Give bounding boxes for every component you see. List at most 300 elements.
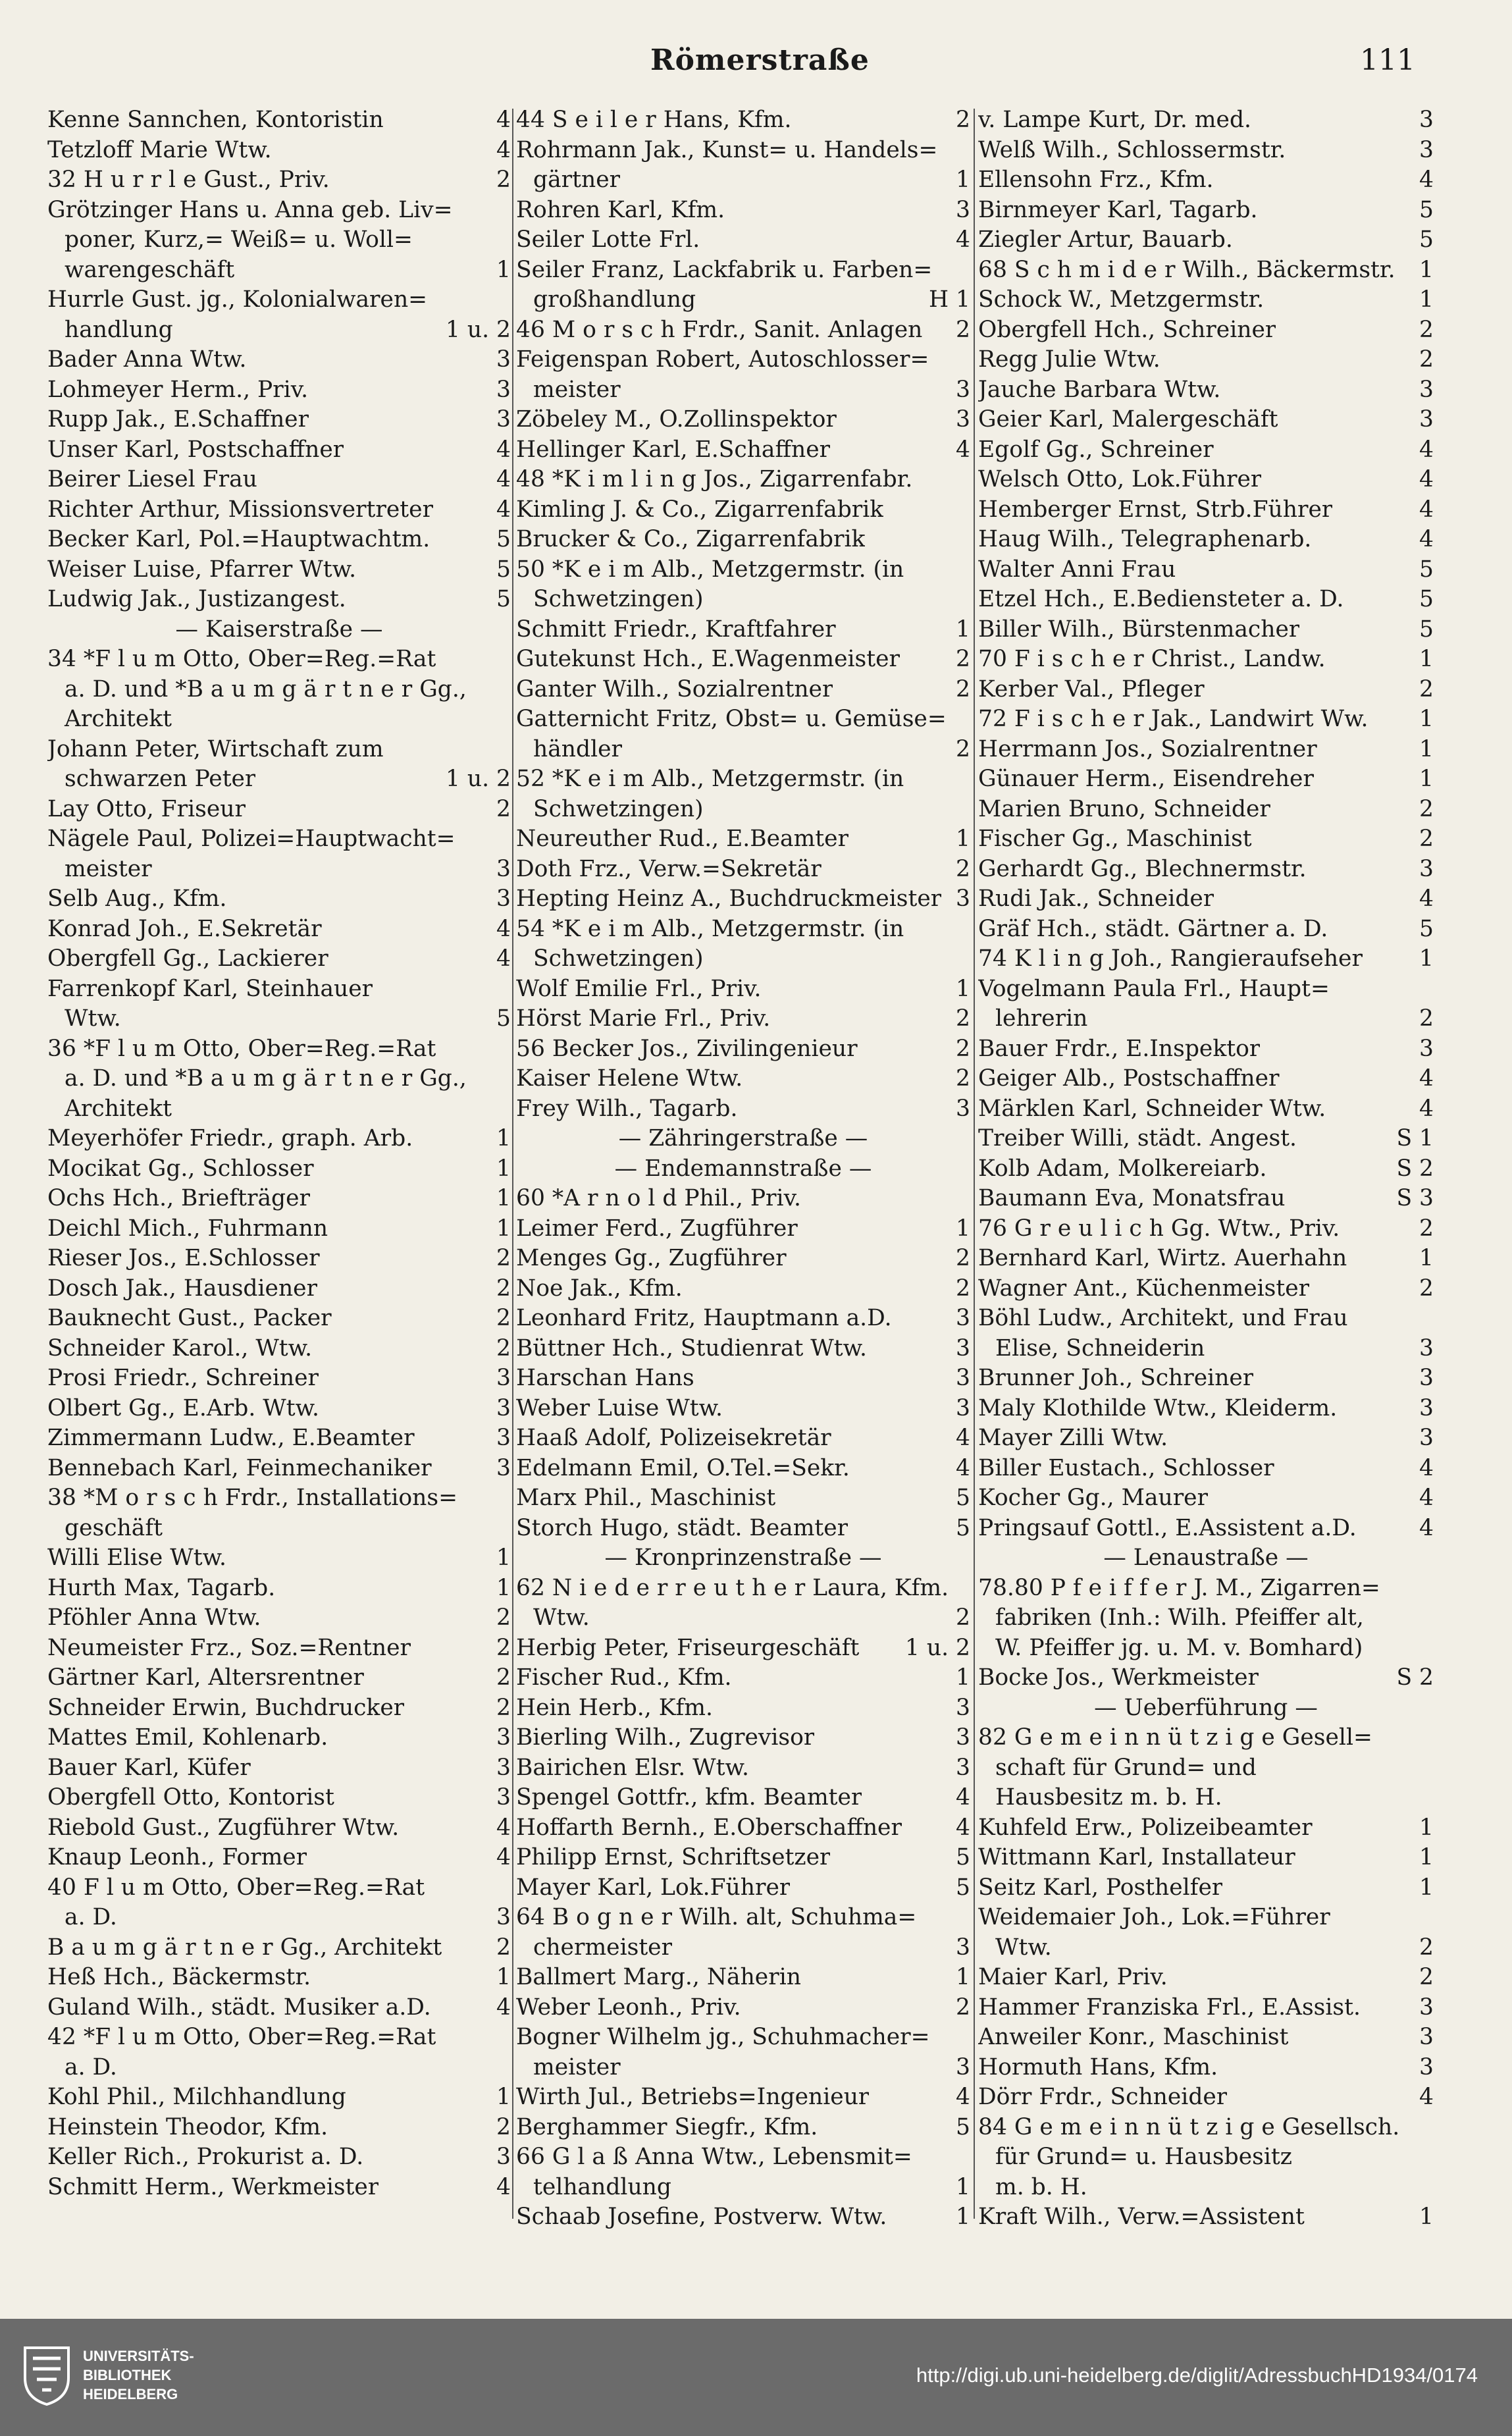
entry-text: Egolf Gg., Schreiner	[978, 436, 1214, 463]
directory-entry	[978, 855, 1434, 885]
entry-text: Zimmermann Ludw., E.Beamter	[47, 1425, 415, 1451]
floor-number: 3	[1419, 1365, 1434, 1391]
entry-text: Heß Hch., Bäckermstr.	[47, 1964, 311, 1990]
entry-text: Schwetzingen)	[533, 945, 704, 972]
floor-number: 1	[956, 616, 970, 643]
entry-text: Berghammer Siegfr., Kfm.	[516, 2113, 818, 2140]
entry-text: Hoffarth Bernh., E.Oberschaffner	[516, 1814, 902, 1841]
entry-text: m. b. H.	[995, 2173, 1087, 2200]
directory-entry	[516, 136, 970, 166]
floor-number: 2	[496, 1634, 511, 1661]
floor-number: 5	[956, 2113, 970, 2140]
university-seal-icon	[22, 2345, 71, 2406]
directory-entry	[978, 435, 1434, 465]
entry-text: Gerhardt Gg., Blechnermstr.	[978, 855, 1307, 882]
directory-entry	[978, 2173, 1434, 2203]
entry-text: Spengel Gottfr., kfm. Beamter	[516, 1784, 862, 1811]
entry-text: 40 F l u m Otto, Ober=Reg.=Rat	[47, 1874, 425, 1901]
entry-text: Frey Wilh., Tagarb.	[516, 1095, 738, 1122]
directory-entry	[978, 1064, 1434, 1094]
entry-text: Prosi Friedr., Schreiner	[47, 1365, 319, 1391]
floor-number: 1	[496, 1155, 511, 1182]
floor-number: 1	[1419, 945, 1434, 972]
directory-entry	[516, 1034, 970, 1065]
entry-text: Keller Rich., Prokurist a. D.	[47, 2144, 364, 2170]
entry-text: Farrenkopf Karl, Steinhauer	[47, 975, 373, 1002]
directory-entry	[516, 2202, 970, 2233]
directory-entry	[47, 1514, 511, 1544]
floor-number: 5	[496, 586, 511, 612]
directory-entry	[978, 165, 1434, 196]
directory-entry	[516, 1723, 970, 1753]
floor-number: 4	[1419, 1485, 1434, 1511]
floor-number: 1	[956, 1215, 970, 1242]
entry-text: Wirth Jul., Betriebs=Ingenieur	[516, 2084, 870, 2110]
floor-number: 1	[1419, 1245, 1434, 1271]
directory-entry	[978, 1633, 1434, 1664]
floor-number: 4	[496, 107, 511, 133]
directory-entry	[516, 704, 970, 735]
directory-entry	[47, 1094, 511, 1125]
entry-text: a. D.	[65, 1904, 117, 1930]
directory-entry	[47, 1753, 511, 1784]
directory-entry	[47, 1843, 511, 1873]
floor-number: 2	[1419, 1005, 1434, 1032]
directory-entry	[47, 1214, 511, 1244]
directory-entry	[516, 1483, 970, 1514]
directory-entry	[516, 196, 970, 226]
floor-number: 3	[496, 1365, 511, 1391]
floor-number: 2	[496, 1245, 511, 1271]
directory-entry	[516, 1274, 970, 1304]
entry-text: Riebold Gust., Zugführer Wtw.	[47, 1814, 400, 1841]
directory-entry	[516, 1394, 970, 1424]
directory-entry	[47, 136, 511, 166]
floor-number: 4	[956, 1784, 970, 1811]
floor-number: 5	[956, 1844, 970, 1870]
directory-entry	[978, 2082, 1434, 2113]
entry-text: Hurrle Gust. jg., Kolonialwaren=	[47, 286, 428, 313]
entry-text: 32 H u r r l e Gust., Priv.	[47, 167, 330, 193]
floor-number: 4	[496, 136, 511, 163]
directory-entry	[978, 1423, 1434, 1454]
entry-text: Guland Wilh., städt. Musiker a.D.	[47, 1994, 431, 2021]
directory-entry	[516, 1304, 970, 1334]
floor-number: 4	[496, 1994, 511, 2021]
floor-number: 4	[956, 1814, 970, 1841]
entry-text: geschäft	[65, 1514, 163, 1541]
entry-text: Weber Leonh., Priv.	[516, 1994, 741, 2021]
directory-entry	[516, 1693, 970, 1724]
floor-number: 3	[1419, 855, 1434, 882]
directory-entry	[978, 585, 1434, 615]
floor-number: 4	[956, 436, 970, 463]
directory-entry	[47, 345, 511, 375]
floor-number: 1	[1419, 2204, 1434, 2230]
entry-text: Bernhard Karl, Wirtz. Auerhahn	[978, 1245, 1347, 1271]
entry-text: Wittmann Karl, Installateur	[978, 1844, 1295, 1870]
entry-text: Gräf Hch., städt. Gärtner a. D.	[978, 915, 1328, 942]
directory-entry	[978, 795, 1434, 825]
directory-entry	[516, 914, 970, 945]
directory-entry	[516, 1244, 970, 1274]
entry-text: Mayer Zilli Wtw.	[978, 1425, 1168, 1451]
column-divider	[974, 109, 975, 2219]
entry-text: Edelmann Emil, O.Tel.=Sekr.	[516, 1454, 850, 1481]
directory-entry	[978, 465, 1434, 495]
floor-number: 1	[956, 1664, 970, 1691]
floor-number: 1	[496, 2084, 511, 2110]
directory-entry	[516, 944, 970, 974]
entry-text: poner, Kurz,= Weiß= u. Woll=	[65, 226, 413, 253]
entry-text: Walter Anni Frau	[978, 556, 1176, 583]
entry-text: 52 *K e i m Alb., Metzgermstr. (in	[516, 766, 904, 792]
directory-entry	[516, 884, 970, 914]
entry-text: Obergfell Otto, Kontorist	[47, 1784, 334, 1811]
directory-entry	[47, 2142, 511, 2173]
floor-number: 4	[1419, 167, 1434, 193]
entry-text: Beirer Liesel Frau	[47, 466, 257, 492]
floor-number: 3	[956, 1934, 970, 1961]
floor-number: 4	[496, 945, 511, 972]
entry-text: meister	[65, 855, 152, 882]
floor-number: 2	[956, 316, 970, 343]
floor-number: 3	[1419, 136, 1434, 163]
entry-text: 72 F i s c h e r Jak., Landwirt Ww.	[978, 706, 1369, 732]
floor-number: 2	[1419, 1964, 1434, 1990]
entry-text: Neumeister Frz., Soz.=Rentner	[47, 1634, 411, 1661]
directory-entry	[978, 405, 1434, 435]
floor-number: 2	[956, 107, 970, 133]
entry-text: Willi Elise Wtw.	[47, 1545, 227, 1571]
entry-text: Ziegler Artur, Bauarb.	[978, 226, 1233, 253]
directory-entry	[978, 1094, 1434, 1125]
entry-text: Bogner Wilhelm jg., Schuhmacher=	[516, 2024, 930, 2050]
floor-number: 2	[956, 1604, 970, 1631]
entry-text: 78.80 P f e i f f e r J. M., Zigarren=	[978, 1574, 1380, 1601]
directory-entry	[978, 2142, 1434, 2173]
floor-number: 1 u. 2	[904, 1634, 970, 1661]
floor-number: 4	[956, 226, 970, 253]
directory-entry	[47, 165, 511, 196]
street-heading	[516, 1124, 970, 1154]
directory-entry	[47, 1543, 511, 1574]
floor-number: 4	[956, 2084, 970, 2110]
entry-text: Hein Herb., Kfm.	[516, 1694, 713, 1721]
entry-text: Kohl Phil., Milchhandlung	[47, 2084, 346, 2110]
floor-number: 2	[1419, 1275, 1434, 1302]
directory-entry	[516, 1094, 970, 1125]
floor-number: 3	[956, 1724, 970, 1751]
floor-number: 3	[496, 886, 511, 912]
entry-text: gärtner	[533, 167, 621, 193]
entry-text: Anweiler Konr., Maschinist	[978, 2024, 1289, 2050]
floor-number: 1	[956, 826, 970, 852]
floor-number: 1	[496, 1545, 511, 1571]
directory-entry	[978, 1483, 1434, 1514]
entry-text: Bennebach Karl, Feinmechaniker	[47, 1454, 432, 1481]
floor-number: 4	[496, 496, 511, 523]
floor-number: 4	[1419, 526, 1434, 552]
entry-text: — Kaiserstraße —	[175, 616, 383, 643]
directory-entry	[47, 855, 511, 885]
floor-number: 4	[1419, 2084, 1434, 2110]
entry-text: Gutekunst Hch., E.Wagenmeister	[516, 646, 900, 672]
entry-text: Kraft Wilh., Verw.=Assistent	[978, 2204, 1305, 2230]
directory-entry	[516, 1574, 970, 1604]
entry-text: Kocher Gg., Maurer	[978, 1485, 1209, 1511]
floor-number: 4	[1419, 1095, 1434, 1122]
directory-entry	[516, 1633, 970, 1664]
entry-text: schaft für Grund= und	[995, 1754, 1257, 1781]
directory-entry	[516, 1933, 970, 1963]
directory-entry	[978, 1334, 1434, 1364]
floor-number: 2	[956, 646, 970, 672]
entry-text: Bierling Wilh., Zugrevisor	[516, 1724, 815, 1751]
directory-entry	[978, 1034, 1434, 1065]
floor-number: 2	[1419, 316, 1434, 343]
entry-text: 36 *F l u m Otto, Ober=Reg.=Rat	[47, 1035, 436, 1062]
floor-number: 1	[496, 1215, 511, 1242]
floor-number: 2	[956, 1245, 970, 1271]
directory-entry	[47, 1394, 511, 1424]
directory-entry	[978, 1244, 1434, 1274]
entry-text: Hurth Max, Tagarb.	[47, 1574, 276, 1601]
entry-text: Ochs Hch., Briefträger	[47, 1185, 311, 1211]
entry-text: Hellinger Karl, E.Schaffner	[516, 436, 831, 463]
entry-text: a. D. und *B a u m g ä r t n e r Gg.,	[65, 1065, 467, 1092]
floor-number: 3	[496, 1784, 511, 1811]
entry-text: Lay Otto, Friseur	[47, 795, 246, 822]
directory-entry	[978, 1963, 1434, 1993]
entry-text: Büttner Hch., Studienrat Wtw.	[516, 1335, 868, 1362]
floor-number: 3	[956, 196, 970, 223]
directory-entry	[47, 1963, 511, 1993]
entry-text: Kenne Sannchen, Kontoristin	[47, 107, 384, 133]
entry-text: Wtw.	[995, 1934, 1052, 1961]
entry-text: Bauer Karl, Küfer	[47, 1754, 251, 1781]
floor-number: 5	[1419, 586, 1434, 612]
entry-text: Architekt	[65, 1095, 172, 1122]
entry-text: Gärtner Karl, Altersrentner	[47, 1664, 364, 1691]
entry-text: 64 B o g n e r Wilh. alt, Schuhma=	[516, 1904, 917, 1930]
entry-text: chermeister	[533, 1934, 673, 1961]
entry-text: Pringsauf Gottl., E.Assistent a.D.	[978, 1514, 1357, 1541]
directory-entry	[978, 525, 1434, 555]
directory-entry	[516, 255, 970, 286]
directory-entry	[47, 704, 511, 735]
directory-entry	[978, 2053, 1434, 2083]
directory-entry	[47, 375, 511, 406]
entry-text: Seiler Franz, Lackfabrik u. Farben=	[516, 256, 933, 283]
entry-text: Geier Karl, Malergeschäft	[978, 406, 1278, 433]
floor-number: 3	[1419, 1335, 1434, 1362]
entry-text: Becker Karl, Pol.=Hauptwachtm.	[47, 526, 430, 552]
entry-text: Biller Wilh., Bürstenmacher	[978, 616, 1300, 643]
entry-text: lehrerin	[995, 1005, 1088, 1032]
floor-number: 5	[496, 526, 511, 552]
floor-number: 4	[1419, 1514, 1434, 1541]
entry-text: Elise, Schneiderin	[995, 1335, 1205, 1362]
floor-number: 2	[956, 735, 970, 762]
floor-number: 1	[956, 1964, 970, 1990]
entry-text: Schwetzingen)	[533, 795, 704, 822]
source-url[interactable]: http://digi.ub.uni-heidelberg.de/diglit/AdressbuchHD1934/0174	[916, 2364, 1478, 2387]
directory-entry	[47, 974, 511, 1005]
floor-number: 1	[956, 2204, 970, 2230]
entry-text: Baumann Eva, Monatsfrau	[978, 1185, 1286, 1211]
entry-text: Weidemaier Joh., Lok.=Führer	[978, 1904, 1330, 1930]
entry-text: Wtw.	[65, 1005, 121, 1032]
entry-text: Welß Wilh., Schlossermstr.	[978, 136, 1286, 163]
entry-text: Maier Karl, Priv.	[978, 1964, 1168, 1990]
floor-number: S 2	[1396, 1664, 1434, 1691]
directory-entry	[47, 795, 511, 825]
entry-text: Wtw.	[533, 1604, 590, 1631]
directory-entry	[978, 255, 1434, 286]
entry-text: Seiler Lotte Frl.	[516, 226, 700, 253]
directory-entry	[978, 1214, 1434, 1244]
entry-text: Kuhfeld Erw., Polizeibeamter	[978, 1814, 1313, 1841]
floor-number: 2	[1419, 1215, 1434, 1242]
directory-entry	[516, 2173, 970, 2203]
entry-text: Tetzloff Marie Wtw.	[47, 136, 272, 163]
entry-text: Pföhler Anna Wtw.	[47, 1604, 261, 1631]
entry-text: Hepting Heinz A., Buchdruckmeister	[516, 886, 942, 912]
directory-entry	[47, 1184, 511, 1214]
entry-text: Mayer Karl, Lok.Führer	[516, 1874, 791, 1901]
page-header	[0, 43, 1512, 83]
street-heading	[978, 1543, 1434, 1574]
directory-entry	[47, 1274, 511, 1304]
entry-text: 74 K l i n g Joh., Rangieraufseher	[978, 945, 1363, 972]
floor-number: 2	[496, 1335, 511, 1362]
entry-text: Schwetzingen)	[533, 586, 704, 612]
floor-number: 5	[1419, 915, 1434, 942]
floor-number: 2	[1419, 346, 1434, 373]
entry-text: händler	[533, 735, 623, 762]
directory-entry	[47, 1304, 511, 1334]
entry-text: — Lenaustraße —	[1103, 1545, 1309, 1571]
directory-entry	[516, 1004, 970, 1034]
directory-entry	[978, 1514, 1434, 1544]
directory-entry	[47, 585, 511, 615]
floor-number: 3	[956, 1095, 970, 1122]
entry-text: Marx Phil., Maschinist	[516, 1485, 776, 1511]
entry-text: 46 M o r s c h Frdr., Sanit. Anlagen	[516, 316, 923, 343]
floor-number: 1	[1419, 646, 1434, 672]
floor-number: 1	[1419, 256, 1434, 283]
floor-number: 3	[956, 1694, 970, 1721]
library-name-line: HEIDELBERG	[83, 2386, 178, 2402]
entry-text: 84 G e m e i n n ü t z i g e Gesellsch.	[978, 2113, 1400, 2140]
directory-entry	[516, 1963, 970, 1993]
column-divider	[512, 109, 513, 2219]
street-heading	[516, 1543, 970, 1574]
entry-text: Menges Gg., Zugführer	[516, 1245, 787, 1271]
floor-number: 5	[1419, 556, 1434, 583]
entry-text: 60 *A r n o l d Phil., Priv.	[516, 1185, 801, 1211]
entry-text: Zöbeley M., O.Zollinspektor	[516, 406, 837, 433]
library-name-line: UNIVERSITÄTS-	[83, 2348, 194, 2364]
entry-text: Hemberger Ernst, Strb.Führer	[978, 496, 1333, 523]
entry-text: Böhl Ludw., Architekt, und Frau	[978, 1305, 1348, 1331]
floor-number: 3	[496, 2144, 511, 2170]
entry-text: Haug Wilh., Telegraphenarb.	[978, 526, 1312, 552]
entry-text: großhandlung	[533, 286, 696, 313]
floor-number: 1	[496, 1574, 511, 1601]
floor-number: 2	[956, 1035, 970, 1062]
page-number: 111	[1360, 43, 1415, 77]
directory-entry	[978, 105, 1434, 136]
entry-text: Selb Aug., Kfm.	[47, 886, 227, 912]
directory-entry	[978, 196, 1434, 226]
entry-text: Schneider Erwin, Buchdrucker	[47, 1694, 405, 1721]
entry-text: Nägele Paul, Polizei=Hauptwacht=	[47, 826, 456, 852]
directory-entry	[516, 555, 970, 585]
directory-entry	[978, 914, 1434, 945]
directory-entry	[978, 285, 1434, 315]
directory-entry	[978, 615, 1434, 645]
directory-entry	[978, 136, 1434, 166]
floor-number: 3	[956, 2053, 970, 2080]
floor-number: 1	[496, 1185, 511, 1211]
entry-text: Storch Hugo, städt. Beamter	[516, 1514, 848, 1541]
directory-entry	[47, 1064, 511, 1094]
directory-entry	[516, 2113, 970, 2143]
directory-entry	[47, 1574, 511, 1604]
directory-entry	[978, 375, 1434, 406]
entry-text: Dosch Jak., Hausdiener	[47, 1275, 318, 1302]
directory-entry	[47, 495, 511, 525]
directory-entry	[978, 1753, 1434, 1784]
floor-number: S 2	[1396, 1155, 1434, 1182]
entry-text: fabriken (Inh.: Wilh. Pfeiffer alt,	[995, 1604, 1364, 1631]
directory-entry	[47, 1483, 511, 1514]
floor-number: 4	[956, 1454, 970, 1481]
entry-text: Gatternicht Fritz, Obst= u. Gemüse=	[516, 706, 947, 732]
floor-number: 5	[496, 1005, 511, 1032]
entry-text: meister	[533, 376, 621, 403]
entry-text: 56 Becker Jos., Zivilingenieur	[516, 1035, 858, 1062]
floor-number: 3	[496, 1904, 511, 1930]
entry-text: Leimer Ferd., Zugführer	[516, 1215, 798, 1242]
floor-number: 2	[496, 1275, 511, 1302]
directory-entry	[516, 645, 970, 675]
directory-entry	[978, 1124, 1434, 1154]
library-name-line: BIBLIOTHEK	[83, 2367, 172, 2383]
entry-text: 68 S c h m i d e r Wilh., Bäckermstr.	[978, 256, 1395, 283]
directory-entry	[516, 585, 970, 615]
directory-entry	[47, 435, 511, 465]
entry-text: Meyerhöfer Friedr., graph. Arb.	[47, 1125, 413, 1152]
floor-number: 2	[1419, 1934, 1434, 1961]
directory-entry	[978, 1663, 1434, 1693]
directory-entry	[978, 495, 1434, 525]
directory-entry	[47, 2113, 511, 2143]
entry-text: Brucker & Co., Zigarrenfabrik	[516, 526, 866, 552]
floor-number: 3	[1419, 2024, 1434, 2050]
entry-text: Regg Julie Wtw.	[978, 346, 1160, 373]
entry-text: Feigenspan Robert, Autoschlosser=	[516, 346, 929, 373]
directory-entry	[516, 345, 970, 375]
directory-entry	[47, 2082, 511, 2113]
directory-entry	[47, 555, 511, 585]
entry-text: Obergfell Hch., Schreiner	[978, 316, 1276, 343]
directory-entry	[978, 1813, 1434, 1843]
floor-number: 2	[1419, 675, 1434, 702]
entry-text: Bauknecht Gust., Packer	[47, 1305, 332, 1331]
